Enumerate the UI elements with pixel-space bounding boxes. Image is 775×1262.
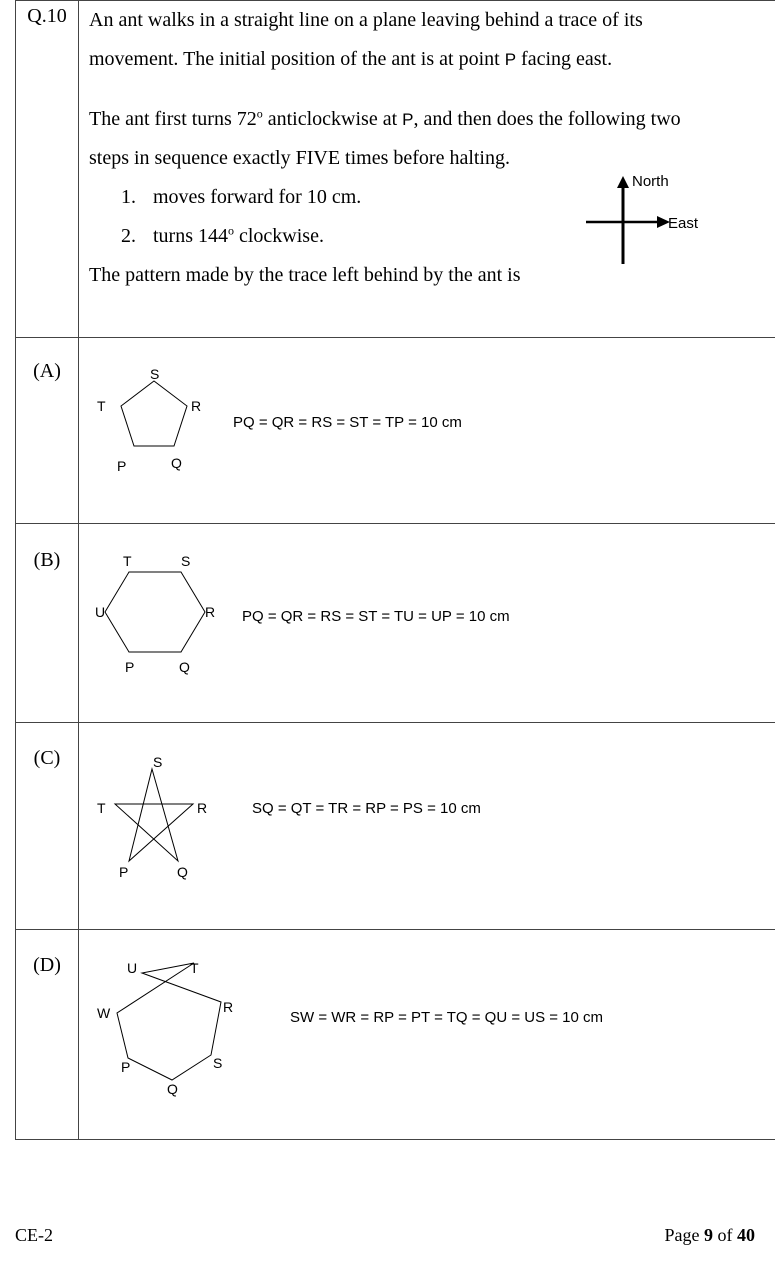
option-b-cell (79, 524, 775, 723)
option-c-label: (C) (33, 747, 61, 769)
option-a-label-cell (16, 338, 79, 524)
vertex-label: T (97, 398, 106, 414)
pentagon-shape (121, 381, 187, 446)
vertex-label: Q (179, 659, 190, 675)
turn-line-1-mid: anticlockwise at (262, 108, 403, 130)
point-p: P (402, 110, 414, 129)
vertex-label: Q (167, 1081, 178, 1097)
footer-left: CE-2 (15, 1225, 53, 1245)
compass-north-label: North (632, 173, 669, 190)
intro-line-1: An ant walks in a straight line on a plane leaving behind a trace of its (89, 9, 643, 31)
option-b-equation: PQ = QR = RS = ST = TU = UP = 10 cm (242, 608, 510, 625)
vertex-label: Q (171, 455, 182, 471)
vertex-label: P (121, 1059, 131, 1075)
compass-east-label: East (668, 215, 698, 232)
option-a-equation: PQ = QR = RS = ST = TP = 10 cm (233, 414, 462, 431)
vertex-label: R (205, 604, 216, 620)
compass-icon (568, 166, 698, 271)
option-a-label: (A) (33, 360, 61, 382)
vertex-label: S (181, 554, 191, 569)
turn-line-1-end: , and then does the following two (413, 108, 681, 130)
vertex-label: U (127, 960, 138, 976)
option-a-cell (79, 338, 775, 524)
option-b-label: (B) (33, 549, 61, 571)
page-number: Page 9 of 40 (664, 1225, 755, 1245)
option-d-label-cell (16, 930, 79, 1140)
hexagon-shape (105, 572, 205, 652)
intro-line-2-end: facing east. (516, 48, 613, 70)
intro-line-2: movement. The initial position of the ant is at point (89, 48, 505, 70)
vertex-label: U (95, 604, 106, 620)
option-c-equation: SQ = QT = TR = RP = PS = 10 cm (252, 800, 481, 817)
vertex-label: S (213, 1055, 223, 1071)
pentagram-shape (115, 769, 193, 861)
degree-symbol: o (256, 106, 263, 121)
heptagram-shape (117, 963, 221, 1080)
option-b-label-cell (16, 524, 79, 723)
pentagram-figure (89, 753, 239, 903)
vertex-label: S (150, 366, 160, 382)
option-d-label: (D) (33, 954, 61, 976)
pentagon-figure (89, 364, 229, 504)
vertex-label: T (97, 800, 106, 816)
turn-line-1: The ant first turns 72 (89, 108, 257, 130)
vertex-label: T (123, 554, 132, 569)
vertex-label: R (197, 800, 208, 816)
question-number-cell (16, 1, 79, 338)
question-number: Q.10 (27, 5, 67, 27)
vertex-label: R (191, 398, 202, 414)
step-2: 2. turns 144$^o$ clockwise. (121, 223, 324, 247)
vertex-label: R (223, 999, 234, 1015)
point-p: P (504, 50, 517, 69)
option-c-label-cell (16, 723, 79, 930)
option-c-cell (79, 723, 775, 930)
closing-line: The pattern made by the trace left behind by the ant is (89, 264, 521, 286)
vertex-label: W (97, 1005, 111, 1021)
hexagon-figure (89, 554, 239, 704)
vertex-label: S (153, 754, 163, 770)
option-d-equation: SW = WR = RP = PT = TQ = QU = US = 10 cm (290, 1009, 604, 1026)
option-d-cell (79, 930, 775, 1140)
vertex-label: T (190, 960, 199, 976)
step-1: 1. moves forward for 10 cm. (121, 186, 362, 208)
vertex-label: P (119, 864, 129, 880)
heptagram-figure (89, 960, 259, 1110)
vertex-label: P (117, 458, 127, 474)
vertex-label: Q (177, 864, 188, 880)
turn-line-2: steps in sequence exactly FIVE times before halting. (89, 147, 510, 169)
vertex-label: P (125, 659, 135, 675)
